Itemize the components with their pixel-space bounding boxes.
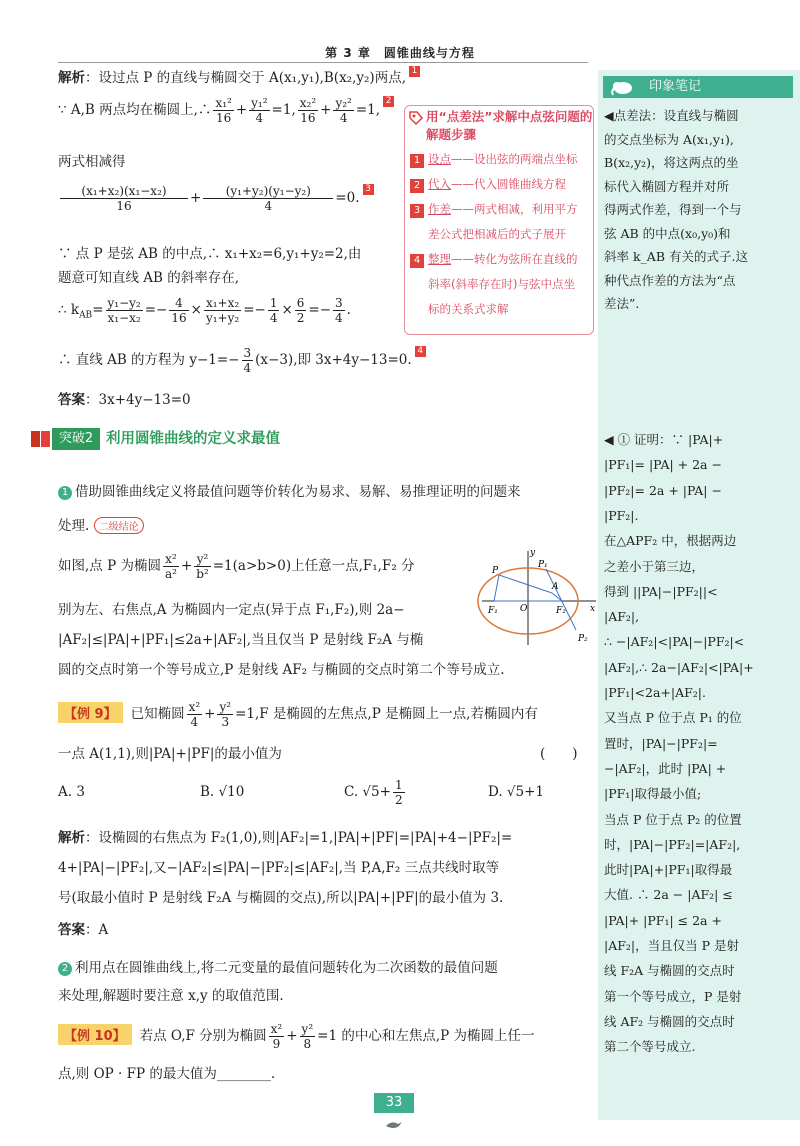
sidebar-note-line: 斜率 k_AB 有关的式子.这 (604, 249, 748, 264)
sidebar-note-line: 差法”. (604, 296, 640, 311)
solution-line-1 (58, 66, 420, 86)
point2-line-2: 来处理,解题时要注意 x,y 的取值范围. (58, 988, 284, 1004)
den: 9 (272, 1037, 281, 1051)
point1-line-6: 圆的交点时第一个等号成立,P 是射线 AF₂ 与椭圆的交点时第二个等号成立. (58, 662, 505, 678)
sidebar-title: 印象笔记 (649, 79, 702, 94)
label-x: x (590, 604, 596, 614)
frac (393, 778, 405, 807)
point1-line-1 (58, 480, 521, 500)
solution-line-8 (58, 346, 426, 375)
step-text: 斜率(斜率存在时)与弦中点坐 (428, 277, 575, 291)
point1-number: 1 (58, 486, 72, 500)
frac (60, 184, 188, 213)
example9-line-1: 【例 9】 已知椭圆 $\frac{\text{x²}}{4}$ + $\frac{\text{y²}}{3}$ =1,F 是椭圆的左焦点,P 是椭圆上一点,若椭圆内有 (58, 700, 538, 729)
label-y: y (530, 548, 536, 558)
solution-line-2: ∵ A,B 两点均在椭圆上,∴ $\frac{\text{x₁²}}{16}$ + $\frac{\text{y₁²}}{4}$ =1, $\frac{\text{x₂²}}{16}$ + $\frac{\text{y₂²}}{4}$ =1,2 (58, 96, 394, 125)
page-number: 33 (374, 1093, 414, 1113)
sidebar-note-line: 标代入椭圆方程并对所 (604, 178, 730, 194)
example9-answer (58, 918, 108, 938)
num: y² (194, 552, 211, 567)
note-step (410, 173, 566, 195)
frac (333, 96, 353, 125)
num: 3 (243, 346, 252, 360)
point2-number: 2 (58, 962, 72, 976)
step-number: 3 (410, 204, 424, 218)
answer-line (58, 388, 191, 408)
sidebar-note-line: −|AF₂|，此时 |PA| + (604, 760, 727, 776)
eq-text: = (92, 302, 104, 318)
num: y² (219, 700, 232, 714)
sidebar-note-line: 当点 P 位于点 P₂ 的位置 (604, 811, 742, 827)
sidebar-note-line: 大值. ∴ 2a − |AF₂| ≤ (604, 887, 733, 903)
sidebar-note-line: ◀点差法：设直线与椭圆 (604, 108, 739, 123)
header-divider (58, 62, 588, 63)
num: x² (188, 700, 201, 714)
step-keyword: 代入 (428, 177, 451, 191)
den: 4 (243, 361, 252, 375)
solution-label: 解析 (58, 830, 85, 846)
solution-line-7: ∴ $k_{AB}=$ $\frac{\text{y₁−y₂}}{\text{x₁−x₂}}$ =− $\frac{4}{16}$ × $\frac{\text{x₁+x₂}}{\text{y₁+y₂}}$ =− $\frac{1}{4}$ × $\frac{6}{2}$ =− $\frac{3}{4}$ . (58, 296, 351, 325)
step-marker-2: 2 (383, 96, 394, 107)
sidebar-note-line: |PF₂|. (604, 507, 639, 523)
sidebar-note-line: |AF₂|, (604, 609, 640, 625)
frac (298, 96, 318, 125)
den: x₁−x₂ (107, 311, 141, 325)
sidebar-note-line: 在△APF₂ 中，根据两边 (604, 533, 737, 549)
point2-line-1 (58, 956, 498, 976)
frac (268, 296, 280, 325)
conclusion-stamp: 二级结论 (94, 517, 144, 534)
example10-tag: 【例 10】 (58, 1024, 132, 1045)
num: y² (301, 1022, 314, 1036)
text: =1(a>b>0)上任意一点,F₁,F₂ 分 (212, 558, 415, 574)
sidebar-note-line: |PA|+ |PF₁| ≤ 2a + (604, 912, 722, 928)
den: 4 (269, 311, 278, 325)
den: 16 (300, 111, 316, 125)
sidebar-note-line: 置时，|PA|−|PF₂|= (604, 735, 718, 751)
step-text: ——转化为弦所在直线的 (451, 252, 578, 266)
answer-paren: ( ) (540, 746, 578, 762)
answer-label: 答案 (58, 922, 85, 938)
step-marker-3: 3 (363, 184, 374, 195)
frac (163, 552, 179, 581)
sidebar-note-line: 之差小于第三边， (604, 558, 705, 574)
den: 3 (221, 715, 230, 729)
num: x² (163, 552, 179, 567)
step-number: 1 (410, 154, 424, 168)
num: x₂² (299, 96, 317, 110)
frac (169, 296, 188, 325)
step-text: ——代入圆锥曲线方程 (451, 177, 566, 191)
seg-pa (499, 575, 552, 593)
text: C. √5+ (344, 784, 391, 800)
text: =1 的中心和左焦点,P 为椭圆上任一 (317, 1028, 535, 1044)
example9-solution-3: 号(取最小值时 P 是射线 F₂A 与椭圆的交点),所以|PA|+|PF|的最小值为 3. (58, 890, 504, 906)
step-text: 差公式把相减后的式子展开 (428, 227, 566, 241)
frac (194, 552, 211, 581)
frac (203, 184, 333, 213)
frac (106, 296, 143, 325)
sidebar-note-line: 种代点作差的方法为“点 (604, 272, 736, 288)
example10-line-2: 点,则 OP · FP 的最大值为________. (58, 1066, 276, 1082)
den: y₁+y₂ (205, 311, 240, 325)
note-step (428, 298, 509, 320)
sidebar-note-line: 第一个等号成立，P 是射 (604, 988, 742, 1004)
answer-label: 答案 (58, 392, 85, 408)
num: x₁² (215, 96, 232, 110)
label-o: O (520, 604, 528, 614)
solution-line-5: ∵ 点 P 是弦 AB 的中点,∴ x₁+x₂=6,y₁+y₂=2,由 (58, 246, 362, 262)
option-a: A. 3 (58, 784, 85, 800)
sidebar-note-line: 得两式作差，得到一个与 (604, 202, 742, 217)
text: 利用点在圆锥曲线上,将二元变量的最值问题转化为二次函数的最值问题 (75, 960, 498, 976)
frac (204, 296, 241, 325)
frac (217, 700, 233, 729)
seg-pf1 (494, 575, 499, 601)
text: 已知椭圆 (130, 706, 185, 722)
point1-text: 处理. (58, 518, 90, 534)
num: x₁+x₂ (204, 296, 241, 311)
step-text: 标的关系式求解 (428, 302, 509, 316)
point1-line-5: |AF₂|≤|PA|+|PF₁|≤2a+|AF₂|,当且仅当 P 是射线 F₂A 与椭 (58, 632, 424, 648)
num: x² (270, 1022, 283, 1036)
den: 4 (335, 311, 343, 325)
sidebar-note-line: 线 F₂A 与椭圆的交点时 (604, 963, 735, 979)
den: 16 (116, 199, 132, 213)
num: y₁−y₂ (107, 296, 141, 310)
ray-f2a (546, 569, 576, 630)
k-prefix: ∴ k (58, 302, 80, 318)
frac (242, 346, 254, 375)
solution-label: 解析 (58, 70, 85, 86)
frac (249, 96, 269, 125)
den: 16 (215, 111, 232, 125)
num: 4 (169, 296, 188, 311)
point1-line-4: 别为左、右焦点,A 为椭圆内一定点(异于点 F₁,F₂),则 2a− (58, 602, 405, 618)
sidebar-note-line: 时，|PA|−|PF₂|=|AF₂|, (604, 836, 741, 852)
answer-text: ：A (85, 922, 109, 938)
note-step (428, 223, 566, 245)
line8-end: (x−3),即 3x+4y−13=0. (255, 352, 412, 368)
option-b: B. √10 (200, 784, 245, 800)
solution-line-6: 题意可知直线 AB 的斜率存在, (58, 270, 240, 286)
line2-prefix: ∵ A,B 两点均在椭圆上,∴ (58, 102, 212, 118)
num: 1 (269, 296, 278, 310)
sidebar-note-line: |AF₂|,∴ 2a−|AF₂|<|PA|+ (604, 659, 754, 675)
solution-text: ：设过点 P 的直线与椭圆交于 A(x₁,y₁),B(x₂,y₂)两点, (85, 70, 406, 86)
den: 4 (339, 111, 348, 125)
note-title: 用“点差法”求解中点弦问题的解题步骤 (426, 109, 593, 142)
sidebar-note-line: 线 AF₂ 与椭圆的交点时 (604, 1013, 735, 1029)
den: 4 (255, 111, 264, 125)
frac (213, 96, 233, 125)
step-keyword: 整理 (428, 252, 451, 266)
label-f1: F₁ (488, 606, 498, 616)
note-step (410, 198, 578, 220)
frac (187, 700, 203, 729)
sidebar-note-line: 得到 ||PA|−|PF₂||< (604, 583, 718, 599)
den: 16 (171, 311, 187, 325)
num: (x₁+x₂)(x₁−x₂) (60, 184, 188, 199)
example10-line-1: 【例 10】 若点 O,F 分别为椭圆 $\frac{\text{x²}}{9}$ + $\frac{\text{y²}}{8}$ =1 的中心和左焦点,P 为椭圆上任一 (58, 1022, 535, 1051)
label-f2: F₂ (556, 606, 566, 616)
section-tag: 突破2 (52, 428, 100, 450)
step-marker-1: 1 (409, 66, 420, 77)
den: b² (196, 567, 209, 581)
note-step (410, 148, 578, 170)
sidebar-note-line: 第二个等号成立. (604, 1039, 696, 1055)
num: 1 (394, 778, 403, 792)
ellipse-figure (474, 545, 600, 653)
point1-line-2 (58, 514, 144, 534)
num: y₁² (251, 96, 268, 110)
solution-line-4: $\frac{\text{(x₁+x₂)(x₁−x₂)}}{16}$ + $\frac{\text{(y₁+y₂)(y₁−y₂)}}{4}$ =0.3 (58, 184, 374, 213)
num: 3 (335, 296, 343, 310)
den: 4 (264, 199, 273, 213)
note-step (410, 248, 578, 270)
den: 8 (303, 1037, 312, 1051)
sidebar-note-line: |PF₂|= 2a + |PA| − (604, 482, 722, 498)
label-a: A (552, 582, 559, 592)
section-title: 利用圆锥曲线的定义求最值 (106, 431, 280, 447)
den: 4 (190, 715, 199, 729)
example9-tag: 【例 9】 (58, 702, 123, 723)
seg-af2 (552, 593, 562, 601)
sidebar-note-line: 此时|PA|+|PF₁|取得最 (604, 862, 733, 878)
frac (300, 1022, 316, 1051)
sidebar-note-line: ∴ −|AF₂|<|PA|−|PF₂|< (604, 634, 745, 650)
step-text: ——设出弦的两端点坐标 (451, 152, 578, 166)
chapter-header: 第 3 章 圆锥曲线与方程 (325, 46, 475, 60)
solution-line-3: 两式相减得 (58, 154, 126, 170)
den: 2 (296, 311, 305, 325)
k-sub: AB (79, 310, 93, 321)
num: (y₁+y₂)(y₁−y₂) (203, 184, 333, 199)
answer-text: ：3x+4y−13=0 (85, 392, 191, 408)
step-keyword: 设点 (428, 152, 451, 166)
step-marker-4: 4 (415, 346, 426, 357)
sidebar-title-bar (603, 76, 793, 98)
option-d: D. √5+1 (488, 784, 545, 800)
den: a² (164, 567, 177, 581)
sidebar-note-line: 的交点坐标为 A(x₁,y₁), (604, 131, 734, 147)
sidebar-note-line: |PF₁|= |PA| + 2a − (604, 457, 722, 473)
point1-line-3: 如图,点 P 为椭圆 $\frac{\text{x²}}{\text{a²}}$ + $\frac{\text{y²}}{\text{b²}}$ =1(a>b>0)上任意一点,F₁,F₂ 分 (58, 552, 415, 581)
sidebar-note-line: 又当点 P 位于点 P₁ 的位 (604, 710, 742, 726)
tag-icon (408, 110, 424, 126)
step-number: 4 (410, 254, 424, 268)
text: =1,F 是椭圆的左焦点,P 是椭圆上一点,若椭圆内有 (235, 706, 538, 722)
frac (295, 296, 307, 325)
num: 6 (296, 296, 305, 310)
sidebar-note-line: |PF₁|<2a+|AF₂|. (604, 685, 706, 700)
num: y₂² (335, 96, 352, 110)
eq-text: =1, (355, 102, 381, 118)
eq-text: =0. (335, 190, 360, 206)
sidebar-note-line: ◀ ① 证明：∵ |PA|+ (604, 432, 724, 447)
sidebar-note-line: B(x₂,y₂)，将这两点的坐 (604, 155, 739, 170)
note-step (428, 273, 575, 295)
example9-line-2: 一点 A(1,1),则|PA|+|PF|的最小值为 (58, 746, 282, 762)
example9-solution-1 (58, 826, 512, 846)
label-p2: P₂ (578, 634, 588, 644)
step-number: 2 (410, 179, 424, 193)
label-p: P (492, 566, 499, 576)
point1-text: 借助圆锥曲线定义将最值问题等价转化为易求、易解、易推理证明的问题来 (75, 484, 521, 500)
text: ：设椭圆的右焦点为 F₂(1,0),则|AF₂|=1,|PA|+|PF|=|PA|+4−|PF₂|= (85, 830, 513, 846)
sidebar-note-line: |PF₁|取得最小值; (604, 786, 702, 802)
label-p1: P₁ (538, 560, 548, 570)
frac (269, 1022, 285, 1051)
text: 如图,点 P 为椭圆 (58, 558, 161, 574)
elephant-icon (609, 78, 635, 96)
frac (333, 296, 345, 325)
eq-text: =1, (271, 102, 296, 118)
step-keyword: 作差 (428, 202, 451, 216)
den: 2 (394, 793, 403, 807)
bird-icon (384, 1118, 404, 1132)
sidebar-note-line: |AF₂|，当且仅当 P 是射 (604, 938, 739, 953)
book-icon (30, 428, 50, 450)
line8-prefix: ∴ 直线 AB 的方程为 y−1=− (58, 352, 240, 368)
sidebar-note-line: 弦 AB 的中点(x₀,y₀)和 (604, 225, 731, 241)
step-text: ——两式相减，利用平方 (451, 202, 578, 216)
example9-solution-2: 4+|PA|−|PF₂|,又−|AF₂|≤|PA|−|PF₂|≤|AF₂|,当 P,A,F₂ 三点共线时取等 (58, 860, 500, 876)
option-c (344, 778, 407, 807)
text: 若点 O,F 分别为椭圆 (139, 1028, 267, 1044)
